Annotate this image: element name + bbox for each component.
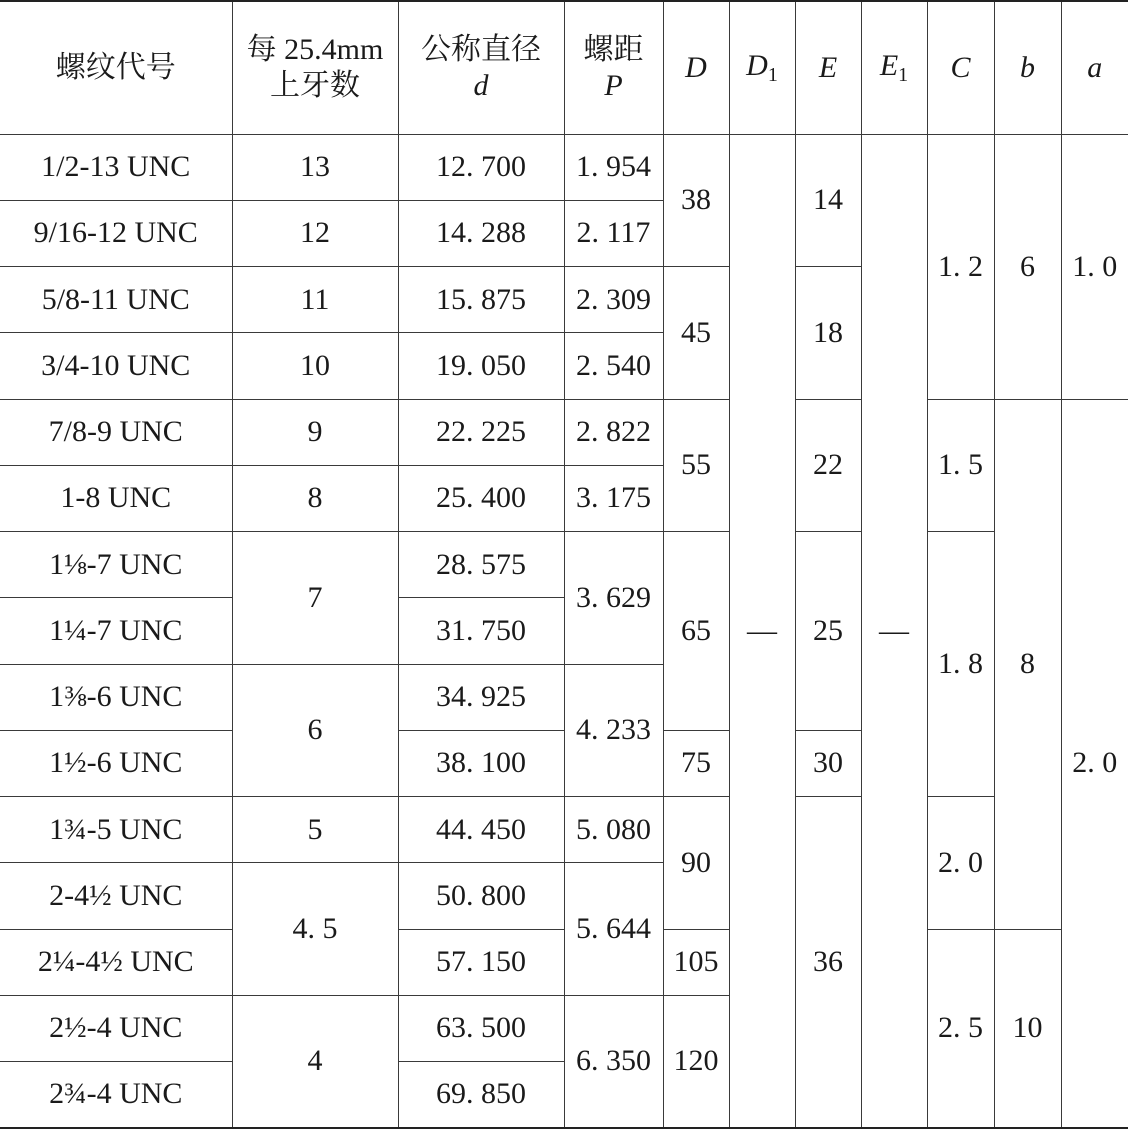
D-cell: 55 [663, 399, 729, 532]
thread-code-cell: 1¾-5 UNC [0, 797, 232, 863]
table-row [0, 797, 1128, 863]
E-cell: 36 [795, 797, 861, 1128]
nominal-diameter-cell: 38. 100 [398, 730, 564, 796]
tpi-cell: 11 [232, 267, 398, 333]
thread-code-cell: 1⅛-7 UNC [0, 532, 232, 598]
nominal-diameter-cell: 25. 400 [398, 465, 564, 531]
D-cell: 45 [663, 267, 729, 400]
pitch-cell: 2. 309 [564, 267, 663, 333]
header-row [0, 1, 1128, 134]
thread-code-cell: 5/8-11 UNC [0, 267, 232, 333]
tpi-cell: 6 [232, 664, 398, 797]
C-cell: 1. 2 [927, 134, 994, 399]
tpi-cell: 13 [232, 134, 398, 200]
C-cell: 1. 5 [927, 399, 994, 532]
E-cell: 30 [795, 730, 861, 796]
header-nominal-line1: 公称直径 [421, 32, 541, 66]
D-cell: 105 [663, 929, 729, 995]
D1-cell: — [729, 134, 795, 1128]
C-cell: 2. 5 [927, 929, 994, 1128]
header-D: D [663, 1, 729, 134]
thread-code-cell: 1¼-7 UNC [0, 598, 232, 664]
tpi-cell: 12 [232, 200, 398, 266]
header-E1 [861, 1, 927, 134]
pitch-cell: 3. 175 [564, 465, 663, 531]
nominal-diameter-cell: 28. 575 [398, 532, 564, 598]
thread-code-cell: 2¾-4 UNC [0, 1062, 232, 1128]
pitch-cell: 1. 954 [564, 134, 663, 200]
thread-code-cell: 3/4-10 UNC [0, 333, 232, 399]
D-cell: 38 [663, 134, 729, 267]
header-tpi [232, 1, 398, 134]
nominal-diameter-cell: 15. 875 [398, 267, 564, 333]
header-pitch-line1: 螺距 [583, 32, 644, 66]
thread-code-cell: 1½-6 UNC [0, 730, 232, 796]
tpi-cell: 10 [232, 333, 398, 399]
pitch-cell: 6. 350 [564, 995, 663, 1128]
tpi-cell: 4. 5 [232, 863, 398, 996]
thread-code-cell: 2½-4 UNC [0, 995, 232, 1061]
nominal-diameter-cell: 22. 225 [398, 399, 564, 465]
C-cell: 1. 8 [927, 532, 994, 797]
b-cell: 6 [994, 134, 1061, 399]
header-E1-letter: E [879, 49, 899, 83]
header-pitch [564, 1, 663, 134]
a-cell: 1. 0 [1061, 134, 1128, 399]
nominal-diameter-cell: 50. 800 [398, 863, 564, 929]
pitch-cell: 2. 540 [564, 333, 663, 399]
D-cell: 65 [663, 532, 729, 731]
pitch-cell: 3. 629 [564, 532, 663, 665]
header-E: E [795, 1, 861, 134]
thread-code-cell: 7/8-9 UNC [0, 399, 232, 465]
b-cell: 8 [994, 399, 1061, 929]
header-E1-sub: 1 [898, 64, 909, 87]
pitch-cell: 2. 822 [564, 399, 663, 465]
D-cell: 90 [663, 797, 729, 930]
nominal-diameter-cell: 69. 850 [398, 1062, 564, 1128]
thread-code-cell: 1/2-13 UNC [0, 134, 232, 200]
pitch-cell: 5. 644 [564, 863, 663, 996]
nominal-diameter-cell: 44. 450 [398, 797, 564, 863]
header-D1-letter: D [746, 49, 768, 83]
header-nominal-line2: d [473, 68, 489, 102]
E1-cell: — [861, 134, 927, 1128]
header-tpi-line2: 上牙数 [270, 68, 360, 102]
b-cell: 10 [994, 929, 1061, 1128]
header-b: b [994, 1, 1061, 134]
nominal-diameter-cell: 63. 500 [398, 995, 564, 1061]
tpi-cell: 4 [232, 995, 398, 1128]
pitch-cell: 4. 233 [564, 664, 663, 797]
tpi-cell: 5 [232, 797, 398, 863]
thread-code-cell: 1⅜-6 UNC [0, 664, 232, 730]
thread-code-cell: 2-4½ UNC [0, 863, 232, 929]
thread-code-cell: 9/16-12 UNC [0, 200, 232, 266]
header-thread-code: 螺纹代号 [0, 1, 232, 134]
tpi-cell: 8 [232, 465, 398, 531]
D-cell: 120 [663, 995, 729, 1128]
E-cell: 14 [795, 134, 861, 267]
pitch-cell: 5. 080 [564, 797, 663, 863]
tpi-cell: 7 [232, 532, 398, 665]
header-nominal-diameter [398, 1, 564, 134]
header-tpi-line1: 每 25.4mm [246, 32, 384, 66]
header-D1-sub: 1 [767, 64, 778, 87]
nominal-diameter-cell: 19. 050 [398, 333, 564, 399]
pitch-cell: 2. 117 [564, 200, 663, 266]
C-cell: 2. 0 [927, 797, 994, 930]
table-row [0, 532, 1128, 598]
E-cell: 25 [795, 532, 861, 731]
E-cell: 22 [795, 399, 861, 532]
nominal-diameter-cell: 14. 288 [398, 200, 564, 266]
tpi-cell: 9 [232, 399, 398, 465]
nominal-diameter-cell: 12. 700 [398, 134, 564, 200]
nominal-diameter-cell: 34. 925 [398, 664, 564, 730]
table-row [0, 134, 1128, 200]
table-row [0, 399, 1128, 465]
thread-code-cell: 2¼-4½ UNC [0, 929, 232, 995]
header-C: C [927, 1, 994, 134]
D-cell: 75 [663, 730, 729, 796]
nominal-diameter-cell: 31. 750 [398, 598, 564, 664]
thread-code-cell: 1-8 UNC [0, 465, 232, 531]
header-a: a [1061, 1, 1128, 134]
E-cell: 18 [795, 267, 861, 400]
a-cell: 2. 0 [1061, 399, 1128, 1128]
header-pitch-line2: P [604, 68, 623, 102]
header-D1 [729, 1, 795, 134]
nominal-diameter-cell: 57. 150 [398, 929, 564, 995]
